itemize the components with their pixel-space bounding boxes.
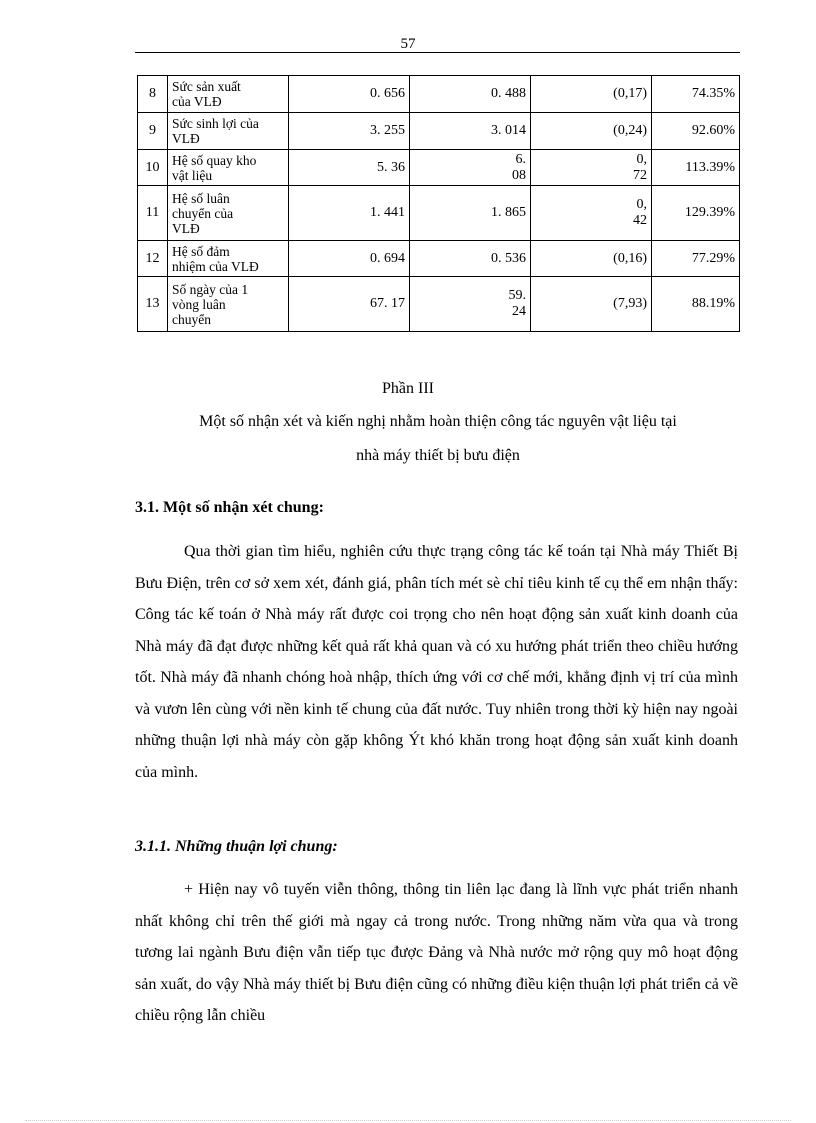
value-current: 0. 536	[410, 241, 531, 277]
indicator-name: Số ngày của 1 vòng luân chuyển	[168, 277, 289, 332]
table-row	[138, 277, 740, 332]
section-paragraph: Qua thời gian tìm hiểu, nghiên cứu thực trạng công tác kế toán tại Nhà máy Thiết Bị Bưu Điện, trên cơ sở xem xét, đánh giá, phân tích mét sè chỉ tiêu kinh tế cụ thể em nhận thấy: Công tác kế toán ở Nhà máy rất được coi trọng cho nên hoạt động sản xuất kinh doanh của Nhà máy đã đạt được những kết quả rất khả quan và có xu hướng phát triển theo chiều hướng tốt. Nhà máy đã nhanh chóng hoà nhập, thích ứng với cơ chế mới, khẳng định vị trí của mình và vươn lên cùng với nền kinh tế chung của đất nước. Tuy nhiên trong thời kỳ hiện nay ngoài những thuận lợi nhà máy còn gặp không Ýt khó khăn trong hoạt động sản xuất kinh doanh của mình.	[135, 543, 738, 781]
value-prior: 3. 255	[289, 113, 410, 150]
indicator-name: Hệ số luân chuyển của VLĐ	[168, 186, 289, 241]
indicator-name: Sức sản xuất của VLĐ	[168, 76, 289, 113]
value-current: 3. 014	[410, 113, 531, 150]
indicator-name: Hệ số đảm nhiệm của VLĐ	[168, 241, 289, 277]
value-current: 1. 865	[410, 186, 531, 241]
row-number: 12	[138, 241, 168, 277]
part-title-line-2: nhà máy thiết bị bưu điện	[356, 447, 520, 464]
row-number: 8	[138, 76, 168, 113]
value-current: 59. 24	[410, 277, 531, 332]
value-current: 6. 08	[410, 150, 531, 186]
value-difference: (0,16)	[531, 241, 652, 277]
header-rule	[135, 52, 740, 53]
page-bottom-rule	[25, 1120, 791, 1121]
table-row	[138, 186, 740, 241]
value-difference: (0,17)	[531, 76, 652, 113]
row-number: 9	[138, 113, 168, 150]
value-percent: 88.19%	[652, 277, 740, 332]
value-prior: 1. 441	[289, 186, 410, 241]
subsection-heading: 3.1.1. Những thuận lợi chung:	[135, 838, 338, 855]
table-row	[138, 241, 740, 277]
table-row	[138, 113, 740, 150]
value-prior: 5. 36	[289, 150, 410, 186]
value-difference: 0, 72	[531, 150, 652, 186]
indicator-name: Hệ số quay kho vật liệu	[168, 150, 289, 186]
value-prior: 0. 694	[289, 241, 410, 277]
page-number: 57	[400, 36, 416, 52]
subsection-paragraph: + Hiện nay vô tuyến viễn thông, thông tin liên lạc đang là lĩnh vực phát triển nhanh nhất không chỉ trên thế giới mà ngay cả trong nước. Trong những năm vừa qua và trong tương lai ngành Bưu điện vẫn tiếp tục được Đảng và Nhà nước mở rộng quy mô hoạt động sản xuất, do vậy Nhà máy thiết bị Bưu điện cũng có những điều kiện thuận lợi phát triển cả về chiều rộng lẫn chiều	[135, 881, 738, 1024]
value-prior: 67. 17	[289, 277, 410, 332]
value-difference: 0, 42	[531, 186, 652, 241]
row-number: 11	[138, 186, 168, 241]
indicator-name: Sức sinh lợi của VLĐ	[168, 113, 289, 150]
value-difference: (7,93)	[531, 277, 652, 332]
value-percent: 74.35%	[652, 76, 740, 113]
value-percent: 113.39%	[652, 150, 740, 186]
section-heading: 3.1. Một số nhận xét chung:	[135, 499, 324, 516]
value-prior: 0. 656	[289, 76, 410, 113]
table-row	[138, 76, 740, 113]
value-percent: 92.60%	[652, 113, 740, 150]
value-percent: 77.29%	[652, 241, 740, 277]
row-number: 10	[138, 150, 168, 186]
value-current: 0. 488	[410, 76, 531, 113]
part-title-line-1: Một số nhận xét và kiến nghị nhằm hoàn thiện công tác nguyên vật liệu tại	[199, 413, 677, 430]
value-difference: (0,24)	[531, 113, 652, 150]
value-percent: 129.39%	[652, 186, 740, 241]
row-number: 13	[138, 277, 168, 332]
table-row	[138, 150, 740, 186]
indicator-table	[137, 75, 740, 332]
part-label: Phần III	[382, 380, 434, 397]
